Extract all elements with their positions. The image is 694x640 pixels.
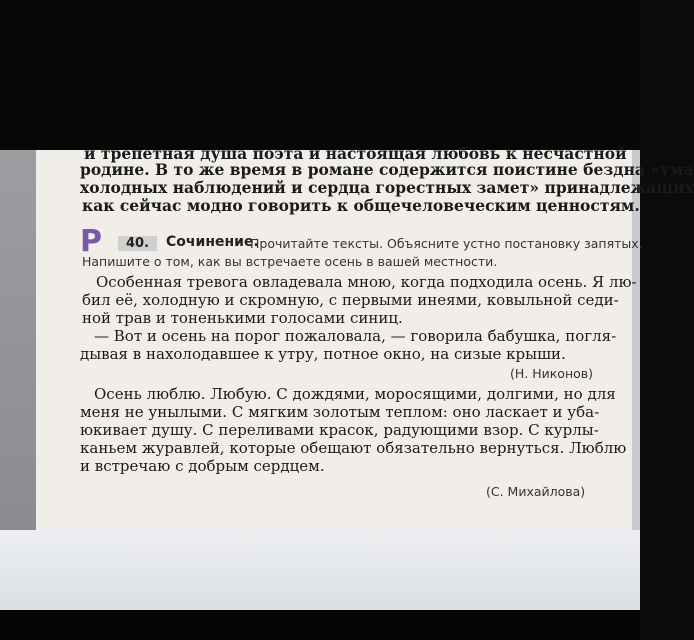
author-credit: (С. Михайлова) xyxy=(486,484,586,499)
assignment-instruction-2: Напишите о том, как вы встречаете осень в вашей местности. xyxy=(82,254,498,269)
text-line: — Вот и осень на порог пожаловала, — говорила бабушка, погля- xyxy=(94,327,617,345)
text-line: дывая в нахолодавшее к утру, потное окно, на сизые крыши. xyxy=(80,345,566,363)
text-line: и трепетная душа поэта и настоящая любовь к несчастной xyxy=(84,144,627,163)
assignment-instruction: Прочитайте тексты. Объясните устно постановку запятых. xyxy=(250,236,643,251)
text-line: как сейчас модно говорить к общечеловеческим ценностям. xyxy=(82,196,640,215)
text-line: ной трав и тоненькими голосами синиц. xyxy=(82,309,403,327)
text-line: меня не унылыми. С мягким золотым теплом: оно ласкает и уба- xyxy=(80,403,600,421)
monitor-bezel-top xyxy=(0,0,640,150)
text-line: Особенная тревога овладевала мною, когда подходила осень. Я лю- xyxy=(96,273,637,291)
text-line: юкивает душу. С переливами красок, радующими взор. С курлы- xyxy=(80,421,599,439)
text-line: холодных наблюдений и сердца горестных замет» принадлежащих xyxy=(80,178,694,197)
book-page-edge xyxy=(0,150,36,530)
text-line: и встречаю с добрым сердцем. xyxy=(80,457,325,475)
assignment-badge-icon: Р xyxy=(80,224,102,259)
textbook-page xyxy=(36,144,694,530)
assignment-number: 40. xyxy=(118,236,157,251)
author-credit: (Н. Никонов) xyxy=(510,366,594,381)
monitor-bezel-bottom xyxy=(0,610,640,640)
text-line: родине. В то же время в романе содержится поистине бездна «ума xyxy=(80,160,694,179)
text-line: каньем журавлей, которые обещают обязательно вернуться. Люблю xyxy=(80,439,627,457)
assignment-title: Сочинение. xyxy=(166,234,259,250)
text-line: Осень люблю. Любую. С дождями, моросящими, долгими, но для xyxy=(94,385,616,403)
monitor-frame xyxy=(0,530,640,610)
text-line: бил её, холодную и скромную, с первыми инеями, ковыльной седи- xyxy=(82,291,619,309)
